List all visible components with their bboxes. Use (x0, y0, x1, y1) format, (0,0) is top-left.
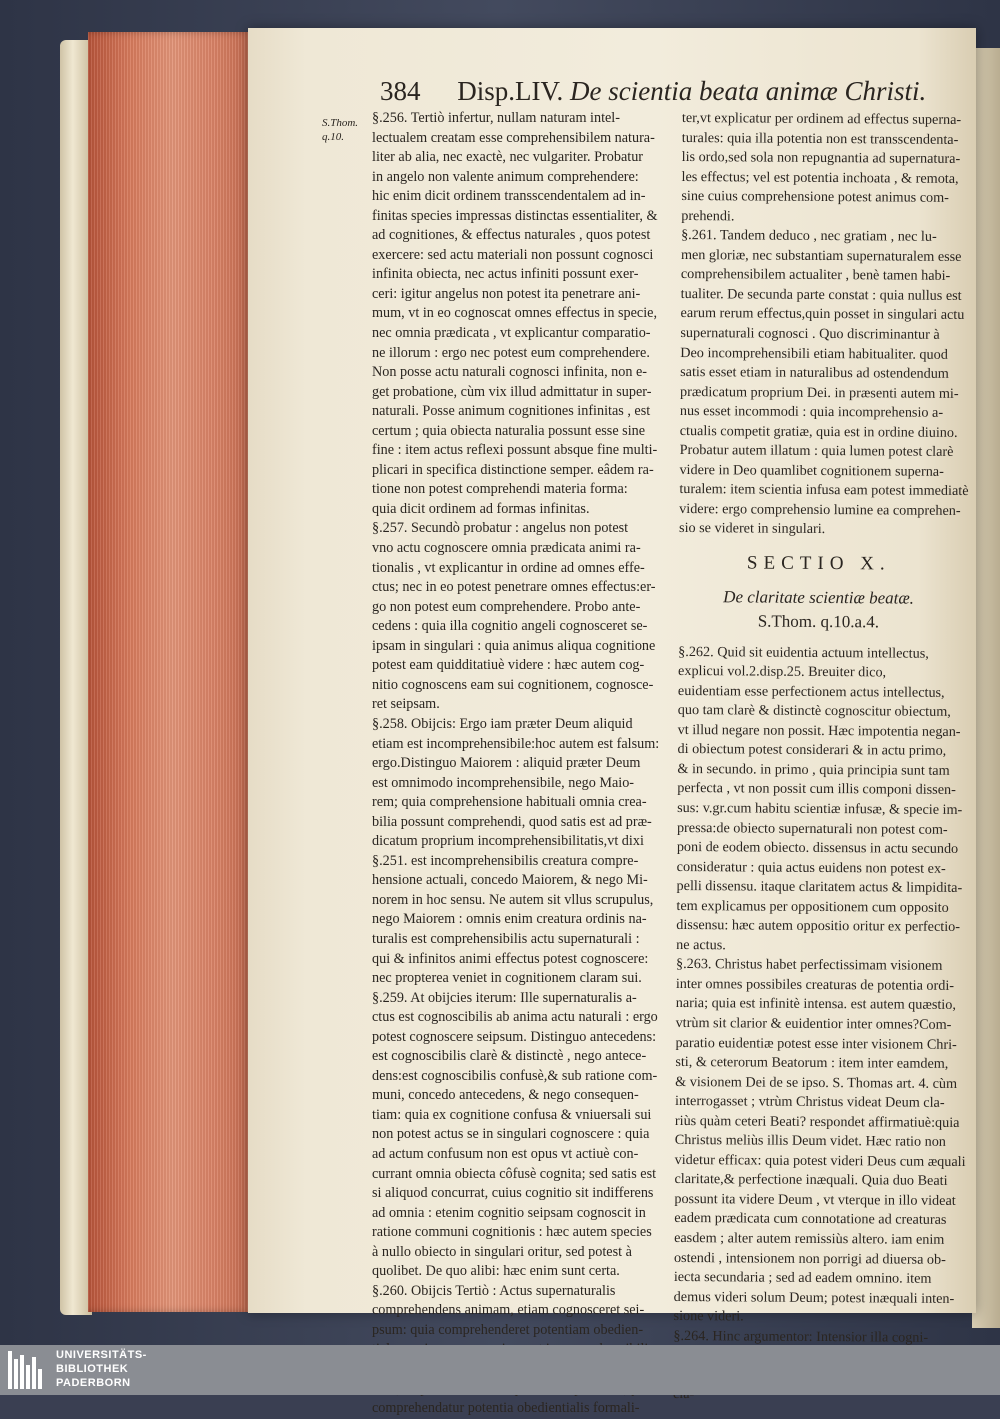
text-line: tiam: quia ex cognitione confusa & vniuersali sui (372, 1106, 652, 1123)
right-column-top-text (679, 109, 969, 541)
text-line: ceri: igitur angelus non potest ita penetrare ani- (372, 285, 641, 302)
text-line: videre in Deo quamlibet cognitionem superna- (679, 461, 944, 480)
text-line: iecta secundaria ; sed ad eadem omnino. item (673, 1269, 932, 1287)
section-reference: S.Thom. q.10.a.4. (757, 611, 880, 631)
fore-edge-stamp-mark (116, 381, 243, 499)
text-line: nitio cognoscens eam sui cognitionem, cognosce- (372, 676, 654, 693)
text-line: prehendi. (681, 207, 735, 225)
text-line: §.262. Quid sit euidentia actuum intellectus, (678, 643, 929, 662)
text-line: quia dicit ordinem ad formas infinitas. (372, 500, 590, 517)
text-line: Non posse actu naturali cognosci infinita, non e- (372, 364, 648, 381)
running-title: Disp.LIV. (457, 76, 564, 106)
text-line: plicari in specifica distinctione semper. eâdem ra- (372, 461, 654, 478)
text-line: riùs quàm ceteri Beati? respondet affirmatiuè:quia (674, 1112, 960, 1131)
text-line: turalem: item scientia infusa eam potest immediatè (679, 481, 969, 500)
text-line: naria; quia est infinitè intensa. est autem quæstio, (675, 995, 956, 1014)
text-line: ctus; nec in eo potest penetrare omnes effectus:er- (372, 579, 656, 596)
text-line: norem in hoc sensu. Ne autem sit vllus scrupulus, (372, 891, 654, 908)
text-line: etiam est incomprehensibile:hoc autem est falsum: (372, 735, 660, 752)
text-line: claritate,& perfectione inæquali. Quia duo Beati (674, 1171, 948, 1190)
right-column-bottom-text (673, 643, 966, 1407)
text-line: ter,vt explicatur per ordinem ad effectus superna- (681, 109, 962, 128)
text-line: ad actum confusum non est opus vt actiuè con- (372, 1145, 639, 1162)
text-line: fine : item actus reflexi possunt absque fine multi- (372, 442, 658, 459)
text-line: sio se videret in singulari. (679, 520, 826, 538)
text-line: videtur efficax: quia potest videri Deus cum æquali (674, 1151, 966, 1170)
text-line: cedens : quia illa cognitio angeli cognosceret se- (372, 618, 648, 635)
text-line: turalis est comprehensibilis actu supernaturali : (372, 930, 640, 947)
text-line: dens:est cognoscibilis confusè,& sub ratione com- (372, 1067, 658, 1084)
text-line: ad cognitiones, & effectus naturales , quos potest (372, 227, 651, 244)
text-line: §.258. Obijcis: Ergo iam præter Deum aliquid (372, 715, 633, 732)
red-fore-edge (88, 32, 256, 1312)
text-line: tione non potest comprehendi materia forma: (372, 481, 628, 498)
text-line: di obiectum potest considerari & in actu primo, (677, 741, 947, 760)
text-line: & in secundo. in primo , quia principia sunt tam (677, 760, 950, 779)
text-line: comprehendens animam, etiam cognosceret sei- (372, 1302, 645, 1319)
text-line: si aliquod concurrat, cuius cognitio sit indifferens (372, 1185, 654, 1202)
text-line: quolibet. De quo alibi: hæc enim sunt certa. (372, 1263, 620, 1280)
page-number: 384 (380, 76, 421, 106)
text-line: naturali. Posse animum cognitiones infinitas , est (372, 403, 651, 420)
text-line: satis esset etiam in naturalibus ad ostendendum (680, 364, 949, 382)
text-line: Deo incomprehensibili etiam habitualiter. quod (680, 344, 948, 363)
library-logo-text (56, 1348, 147, 1390)
text-line: Christus meliùs illis Deum videt. Hæc ratio non (674, 1132, 946, 1151)
text-line: vt illud negare non possit. Hæc impotentia negan- (677, 721, 961, 740)
text-line: muni, concedo antecedens, & nego consequen- (372, 1087, 639, 1104)
text-line: Probatur autem illatum : quia lumen potest clarè (679, 442, 954, 461)
text-line: poni de eodem obiecto. dissensus in actu secundo (676, 839, 959, 857)
text-line: à nullo obiecto in singulari oritur, sed potest à (372, 1243, 632, 1260)
text-line: get probatione, cùm vix illud admittatur in super- (372, 383, 652, 400)
text-line: hensione actuali, concedo Maiorem, & nego Mi- (372, 872, 648, 889)
facing-page-edge (972, 48, 1000, 1328)
text-line: nus esset incommodi : quia incomprehensio a- (679, 403, 944, 422)
text-line: ctualis competit gratiæ, quia est in ordine diuino. (679, 422, 958, 441)
text-line: turales: quia illa potentia non est transscendenta- (681, 129, 959, 148)
text-line: tem explicamus per oppositionem cum opposito (676, 897, 949, 916)
text-line: ratione communi cognitionis : hæc autem species (372, 1224, 652, 1241)
text-line: nec propterea veniet in cognitionem claram sui. (372, 970, 642, 987)
text-line: supernaturali cognosci . Quo discriminantur à (680, 325, 940, 343)
text-line: comprehensibilem actualiter , benè tamen habi- (680, 266, 951, 285)
text-line: dissensu: hæc autem oppositio oritur ex perfectio- (676, 917, 961, 936)
text-line: ipsam in singulari : quia animus aliqua cognitione (372, 637, 656, 654)
text-line: quo tam clarè & distinctè cognoscitur obiectum, (677, 702, 951, 721)
text-line: dicatum proprium incomprehensibilitatis,vt dixi (372, 833, 644, 850)
text-line: perfecta , vt non possit cum illis componi dissen- (677, 780, 956, 799)
text-line: §.260. Obijcis Tertiò : Actus supernaturalis (372, 1282, 616, 1299)
text-line: ergo.Distinguo Maiorem : aliquid præter Deum (372, 755, 641, 772)
text-line: sti, & ceterorum Beatorum : item inter eamdem, (675, 1054, 949, 1072)
text-line: infinita obiecta, nec actus infiniti possunt exer- (372, 266, 639, 283)
text-line: go non potest eum comprehendere. Probo ante- (372, 598, 641, 615)
text-line: inter omnes possibiles creaturas de potentia ordi- (675, 975, 955, 994)
text-line: ctus est cognoscibilis ab anima actu naturali : ergo (372, 1009, 658, 1026)
text-line: explicui vol.2.disp.25. Breuiter dico, (678, 663, 887, 681)
text-line: hic enim dicit ordinem transscendentalem ad in- (372, 188, 646, 205)
section-title: De claritate scientiæ beatæ. (723, 586, 915, 608)
text-line: easdem ; alter autem remissiùs altero. iam enim (674, 1229, 945, 1248)
text-line: psum: quia comprehenderet potentiam obedien- (372, 1321, 644, 1338)
text-line: ostendi , intensionem non porrigi ad diuersa ob- (673, 1249, 946, 1268)
text-line: demus videri solum Deum; potest inæquali inten- (673, 1288, 955, 1307)
logo-text-line: UNIVERSITÄTS- (56, 1349, 147, 1361)
margin-note-line: S.Thom. (322, 117, 359, 129)
text-line: non potest actus se in singulari cognoscere : quia (372, 1126, 650, 1143)
logo-text-line: PADERBORN (56, 1377, 131, 1389)
text-line: §.259. At obijcies iterum: Ille supernaturalis a- (372, 989, 637, 1006)
text-line: bilia possunt comprehendi, quod satis est ad præ- (372, 813, 652, 830)
left-text-column (372, 109, 662, 1417)
text-line: les effectus; vel est potentia inchoata , & remota, (681, 168, 959, 187)
text-line: ret seipsam. (372, 696, 440, 713)
text-line: currant omnia obiecta côfusè cognita; sed satis est (372, 1165, 657, 1182)
text-line: qui & infinitos animi effectus potest cognoscere: (372, 950, 649, 967)
margin-note-line: q.10. (322, 131, 344, 143)
text-line: finitas species impressas distinctas essentialiter, & (372, 207, 658, 224)
text-line: tualiter. De secunda parte constat : quia nullus est (680, 285, 962, 304)
text-line: lis ordo,sed sola non repugnantia ad supernatura- (681, 149, 961, 168)
running-subtitle: De scientia beata animæ Christi. (570, 76, 927, 106)
text-line: lectualem creatam esse comprehensibilem natura- (372, 129, 655, 146)
text-line: potest eam quidditatiuè videre : hæc autem cog- (372, 657, 645, 674)
text-line: men gloriæ, nec substantiam supernaturalem esse (680, 246, 962, 265)
text-line: est cognoscibilis clarè & distinctè , nego antece- (372, 1048, 647, 1065)
text-line: §.263. Christus habet perfectissimam visionem (675, 956, 943, 975)
text-line: vtrùm sit clarior & euidentior inter omnes?Com- (675, 1014, 952, 1033)
text-line: sine cuius comprehensione potest animus com- (681, 188, 949, 207)
text-line: nego Maiorem : omnis enim creatura ordinis na- (372, 911, 647, 928)
text-line: §.251. est incomprehensibilis creatura compre- (372, 852, 639, 869)
text-line: §.264. Hinc argumentor: Intensior illa cogni- (673, 1327, 929, 1346)
text-line: exercere: sed actu materiali non possunt cognosci (372, 246, 654, 263)
text-line: pelli dissensu. itaque claritatem actus & limpidita- (676, 878, 963, 897)
text-line: consideratur : quia actus euidens non potest ex- (676, 858, 946, 877)
text-line: comprehendatur potentia obedientialis formali- (372, 1400, 640, 1417)
logo-text-line: BIBLIOTHEK (56, 1363, 129, 1375)
text-line: liter ab alia, nec exactè, nec vulgariter. Probatur (372, 149, 644, 166)
text-line: pressa:de obiecto supernaturali non potest com- (676, 819, 948, 838)
text-line: ne actus. (676, 936, 726, 954)
right-text-column (673, 109, 969, 1346)
text-line: euidentiam esse perfectionem actus intellectus, (677, 682, 945, 701)
section-heading: SECTIO X. (746, 552, 891, 575)
text-line: tionalis , vt explicantur in ordine ad omnes effe- (372, 559, 645, 576)
text-line: nec omnia prædicata , vt explicantur comparatio- (372, 325, 651, 342)
text-line: eadem prædicata cum connotatione ad creaturas (674, 1210, 947, 1229)
text-line: paratio euidentiæ potest esse inter visionem Chri- (675, 1034, 957, 1053)
text-line: rem; quia comprehensione habituali omnia crea- (372, 794, 647, 811)
library-footer-bar (0, 1345, 1000, 1395)
text-line: certum ; quia obiecta naturalia possunt esse sine (372, 422, 646, 439)
text-line: §.261. Tandem deduco , nec gratiam , nec lu- (681, 227, 937, 246)
text-line: vno actu cognoscere omnia prædicata animi ra- (372, 540, 641, 557)
text-line: est omnimodo incomprehensibile, nego Maio- (372, 774, 635, 791)
text-line: possunt ita videre Deum , vt vterque in illo videat (674, 1190, 956, 1209)
text-line: §.256. Tertiò infertur, nullam naturam intel- (372, 110, 620, 126)
text-line: sione videri. (673, 1308, 744, 1325)
text-line: ad omnia : etenim cognitio seipsam cognoscit in (372, 1204, 646, 1221)
text-line: videre: ergo comprehensio lumine ea comprehen- (679, 500, 961, 519)
library-logo-icon (8, 1351, 48, 1389)
running-header (380, 74, 927, 112)
text-line: & visionem Dei de se ipso. S. Thomas art. 4. cùm (675, 1073, 958, 1092)
text-line: sus: v.gr.cum habitu scientiæ infusæ, & specie im- (677, 799, 963, 818)
text-line: mum, vt in eo cognoscat omnes effectus in specie, (372, 305, 657, 322)
text-line: interrogasset ; vtrùm Christus videat Deum cla- (675, 1093, 945, 1112)
text-line: ne illorum : ergo nec potest eum comprehendere. (372, 344, 650, 361)
text-line: potest cognoscere seipsum. Distinguo antecedens: (372, 1028, 657, 1045)
text-line: earum rerum effectus,quin posset in singulari actu (680, 305, 965, 324)
text-line: prædicatum proprium Dei. in præsenti autem mi- (679, 383, 959, 402)
text-line: §.257. Secundò probatur : angelus non potest (372, 520, 629, 537)
text-line: in angelo non valente animum comprehendere: (372, 168, 639, 185)
